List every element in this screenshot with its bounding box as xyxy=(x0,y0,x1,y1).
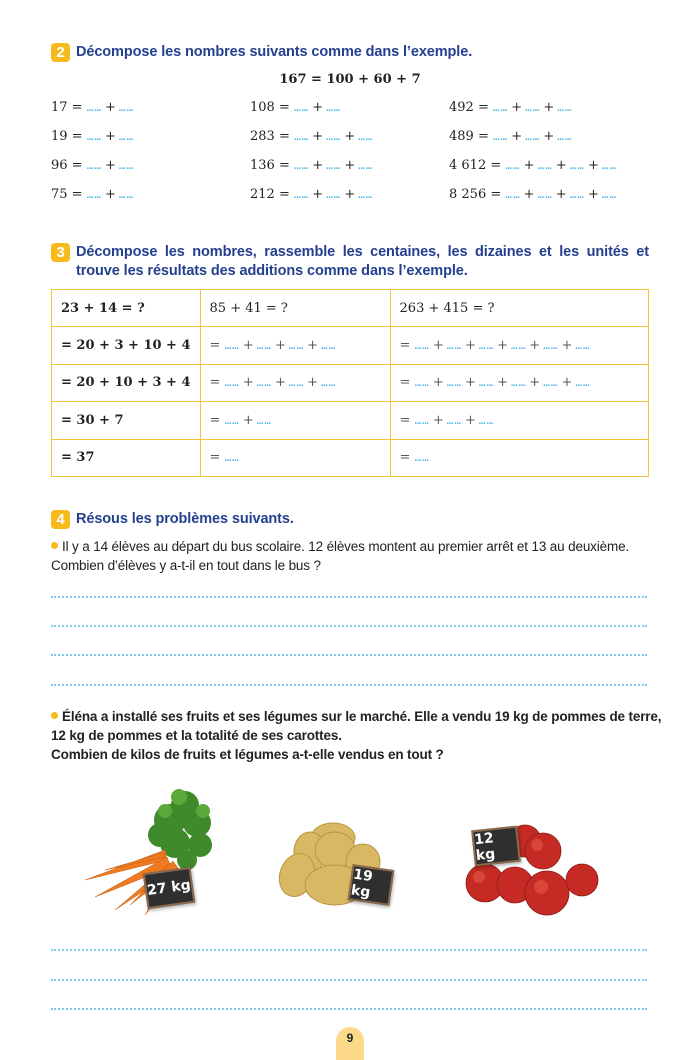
plus-sign: + xyxy=(104,100,116,115)
exercise-2-example: 167 = 100 + 60 + 7 xyxy=(279,72,421,87)
example-step: = 20 + 10 + 3 + 4 xyxy=(52,364,201,401)
plus-sign: + xyxy=(497,375,509,391)
plus-sign: + xyxy=(344,129,356,144)
addition-table xyxy=(51,289,649,477)
blank-field[interactable]: …… xyxy=(492,101,509,114)
blank-field[interactable]: …… xyxy=(478,339,495,353)
answer-cell xyxy=(200,402,390,439)
blank-field[interactable]: …… xyxy=(224,339,240,353)
answer-cell xyxy=(200,364,390,401)
blank-field[interactable]: …… xyxy=(86,159,102,172)
plus-sign: + xyxy=(464,375,476,391)
blank-field[interactable]: …… xyxy=(569,188,585,201)
addition-problem: 23 + 14 = ? xyxy=(52,290,201,327)
exercise-number-badge: 3 xyxy=(51,243,70,262)
decomposition-item xyxy=(250,158,374,173)
apples-image xyxy=(465,823,605,918)
decomposition-item xyxy=(449,129,573,144)
plus-sign: + xyxy=(543,129,555,144)
plus-sign: + xyxy=(104,187,116,202)
number-to-decompose: 108 = xyxy=(250,100,294,115)
carrots-image xyxy=(75,775,225,920)
decomposition-item xyxy=(51,158,134,173)
plus-sign: + xyxy=(561,375,573,391)
number-to-decompose: 17 = xyxy=(51,100,87,115)
page-number: 9 xyxy=(336,1027,364,1060)
blank-field[interactable]: …… xyxy=(414,413,430,427)
exercise-2-title xyxy=(51,43,472,62)
number-to-decompose: 4 612 = xyxy=(449,158,506,173)
plus-sign: + xyxy=(432,412,444,428)
plus-sign: + xyxy=(555,158,567,173)
blank-field[interactable]: …… xyxy=(293,188,310,201)
plus-sign: + xyxy=(587,187,599,202)
plus-sign: + xyxy=(529,338,541,354)
blank-field[interactable]: …… xyxy=(118,159,135,172)
answer-cell xyxy=(390,439,648,476)
blank-field[interactable]: …… xyxy=(86,101,102,114)
bullet-icon xyxy=(51,542,58,549)
plus-sign: + xyxy=(587,158,599,173)
answer-line[interactable] xyxy=(51,654,647,656)
blank-field[interactable]: …… xyxy=(256,339,272,353)
exercise-4-title xyxy=(51,510,294,529)
plus-sign: + xyxy=(555,187,567,202)
bullet-icon xyxy=(51,712,58,719)
blank-field[interactable]: …… xyxy=(358,188,374,201)
plus-sign: + xyxy=(523,187,535,202)
blank-field[interactable]: …… xyxy=(414,451,430,465)
plus-sign: + xyxy=(242,375,254,391)
blank-field[interactable]: …… xyxy=(256,413,272,427)
decomposition-item xyxy=(449,158,617,173)
number-to-decompose: 212 = xyxy=(250,187,294,202)
number-to-decompose: 283 = xyxy=(250,129,294,144)
plus-sign: + xyxy=(104,158,116,173)
blank-field[interactable]: …… xyxy=(326,130,342,143)
blank-field[interactable]: …… xyxy=(414,339,430,353)
plus-sign: + xyxy=(432,375,444,391)
price-tag-apples: 12 kg xyxy=(471,826,521,867)
blank-field[interactable]: …… xyxy=(601,159,618,172)
plus-sign: + xyxy=(242,412,254,428)
table-row xyxy=(52,327,649,364)
blank-field[interactable]: …… xyxy=(293,159,310,172)
answer-line[interactable] xyxy=(51,979,647,981)
blank-field[interactable]: …… xyxy=(511,376,527,390)
blank-field[interactable]: …… xyxy=(505,188,521,201)
answer-line[interactable] xyxy=(51,1008,647,1010)
equals-sign: = xyxy=(209,375,225,391)
decomposition-item xyxy=(449,187,617,202)
decomposition-item xyxy=(51,187,134,202)
plus-sign: + xyxy=(307,375,319,391)
table-row xyxy=(52,439,649,476)
blank-field[interactable]: …… xyxy=(569,159,585,172)
blank-field[interactable]: …… xyxy=(557,130,573,143)
blank-field[interactable]: …… xyxy=(288,339,305,353)
problem-1 xyxy=(51,537,629,575)
blank-field[interactable]: …… xyxy=(326,159,342,172)
blank-field[interactable]: …… xyxy=(601,188,618,201)
exercise-4-instruction: Résous les problèmes suivants. xyxy=(76,511,294,527)
blank-field[interactable]: …… xyxy=(575,339,591,353)
answer-cell xyxy=(390,402,648,439)
blank-field[interactable]: …… xyxy=(543,376,559,390)
blank-field[interactable]: …… xyxy=(118,130,135,143)
exercise-number-badge: 4 xyxy=(51,510,70,529)
plus-sign: + xyxy=(432,338,444,354)
price-tag-potatoes: 19 kg xyxy=(348,864,395,905)
table-row xyxy=(52,402,649,439)
blank-field[interactable]: …… xyxy=(478,413,495,427)
blank-field[interactable]: …… xyxy=(288,376,305,390)
plus-sign: + xyxy=(464,412,476,428)
number-to-decompose: 19 = xyxy=(51,129,87,144)
plus-sign: + xyxy=(561,338,573,354)
blank-field[interactable]: …… xyxy=(326,101,342,114)
answer-line[interactable] xyxy=(51,625,647,627)
blank-field[interactable]: …… xyxy=(537,159,553,172)
blank-field[interactable]: …… xyxy=(224,451,240,465)
answer-cell xyxy=(200,439,390,476)
blank-field[interactable]: …… xyxy=(86,188,102,201)
answer-line[interactable] xyxy=(51,949,647,951)
blank-field[interactable]: …… xyxy=(118,101,135,114)
plus-sign: + xyxy=(511,129,523,144)
decomposition-item xyxy=(449,100,573,115)
blank-field[interactable]: …… xyxy=(414,376,430,390)
table-header-row xyxy=(52,290,649,327)
blank-field[interactable]: …… xyxy=(446,376,462,390)
equals-sign: = xyxy=(399,375,415,391)
equals-sign: = xyxy=(399,412,415,428)
problem-1-line-1: Il y a 14 élèves au départ du bus scolaire. 12 élèves montent au premier arrêt et 13 au deuxième. xyxy=(62,539,630,554)
problem-2 xyxy=(51,707,661,764)
blank-field[interactable]: …… xyxy=(446,413,462,427)
blank-field[interactable]: …… xyxy=(326,188,342,201)
number-to-decompose: 96 = xyxy=(51,158,87,173)
plus-sign: + xyxy=(312,158,324,173)
answer-line[interactable] xyxy=(51,684,647,686)
blank-field[interactable]: …… xyxy=(256,376,272,390)
blank-field[interactable]: …… xyxy=(478,376,495,390)
blank-field[interactable]: …… xyxy=(358,130,374,143)
blank-field[interactable]: …… xyxy=(492,130,509,143)
plus-sign: + xyxy=(242,338,254,354)
answer-line[interactable] xyxy=(51,596,647,598)
blank-field[interactable]: …… xyxy=(446,339,462,353)
equals-sign: = xyxy=(209,450,225,466)
problem-1-line-2: Combien d’élèves y a-t-il en tout dans le bus ? xyxy=(51,558,321,573)
plus-sign: + xyxy=(523,158,535,173)
blank-field[interactable]: …… xyxy=(224,413,240,427)
plus-sign: + xyxy=(307,338,319,354)
example-step: = 37 xyxy=(52,439,201,476)
blank-field[interactable]: …… xyxy=(575,376,591,390)
number-to-decompose: 489 = xyxy=(449,129,493,144)
equals-sign: = xyxy=(399,338,415,354)
plus-sign: + xyxy=(274,338,286,354)
blank-field[interactable]: …… xyxy=(525,101,541,114)
blank-field[interactable]: …… xyxy=(537,188,553,201)
exercise-3-instruction: Décompose les nombres, rassemble les centaines, les dizaines et les unités et trouve les résultats des additions comme dans l’exemple. xyxy=(76,244,649,279)
exercise-number-badge: 2 xyxy=(51,43,70,62)
problem-2-line-1: Éléna a installé ses fruits et ses légumes sur le marché. Elle a vendu 19 kg de pommes de terre, xyxy=(62,709,662,724)
exercise-3-title xyxy=(51,243,649,281)
answer-cell xyxy=(200,327,390,364)
blank-field[interactable]: …… xyxy=(321,376,337,390)
plus-sign: + xyxy=(104,129,116,144)
exercise-2-instruction: Décompose les nombres suivants comme dans l’exemple. xyxy=(76,44,473,60)
decomposition-item xyxy=(51,100,134,115)
blank-field[interactable]: …… xyxy=(224,376,240,390)
number-to-decompose: 75 = xyxy=(51,187,87,202)
plus-sign: + xyxy=(511,100,523,115)
plus-sign: + xyxy=(464,338,476,354)
decomposition-item xyxy=(250,100,341,115)
blank-field[interactable]: …… xyxy=(321,339,337,353)
plus-sign: + xyxy=(312,187,324,202)
addition-problem: 263 + 415 = ? xyxy=(390,290,648,327)
equals-sign: = xyxy=(209,412,225,428)
blank-field[interactable]: …… xyxy=(293,101,310,114)
plus-sign: + xyxy=(344,187,356,202)
number-to-decompose: 8 256 = xyxy=(449,187,506,202)
blank-field[interactable]: …… xyxy=(511,339,527,353)
answer-cell xyxy=(390,327,648,364)
plus-sign: + xyxy=(543,100,555,115)
potatoes-image xyxy=(275,820,395,910)
plus-sign: + xyxy=(344,158,356,173)
blank-field[interactable]: …… xyxy=(505,159,521,172)
number-to-decompose: 492 = xyxy=(449,100,493,115)
decomposition-item xyxy=(51,129,134,144)
plus-sign: + xyxy=(274,375,286,391)
blank-field[interactable]: …… xyxy=(86,130,102,143)
equals-sign: = xyxy=(399,450,415,466)
blank-field[interactable]: …… xyxy=(293,130,310,143)
plus-sign: + xyxy=(529,375,541,391)
plus-sign: + xyxy=(312,129,324,144)
decomposition-item xyxy=(250,187,374,202)
price-tag-carrots: 27 kg xyxy=(143,867,196,909)
problem-2-line-2: 12 kg de pommes et la totalité de ses carottes. xyxy=(51,728,342,743)
plus-sign: + xyxy=(312,100,324,115)
decomposition-item xyxy=(250,129,374,144)
problem-2-line-3: Combien de kilos de fruits et légumes a-t-elle vendus en tout ? xyxy=(51,747,444,762)
blank-field[interactable]: …… xyxy=(358,159,374,172)
example-step: = 30 + 7 xyxy=(52,402,201,439)
blank-field[interactable]: …… xyxy=(118,188,135,201)
plus-sign: + xyxy=(497,338,509,354)
blank-field[interactable]: …… xyxy=(557,101,573,114)
answer-cell xyxy=(390,364,648,401)
example-step: = 20 + 3 + 10 + 4 xyxy=(52,327,201,364)
addition-problem: 85 + 41 = ? xyxy=(200,290,390,327)
table-row xyxy=(52,364,649,401)
blank-field[interactable]: …… xyxy=(525,130,541,143)
blank-field[interactable]: …… xyxy=(543,339,559,353)
number-to-decompose: 136 = xyxy=(250,158,294,173)
equals-sign: = xyxy=(209,338,225,354)
